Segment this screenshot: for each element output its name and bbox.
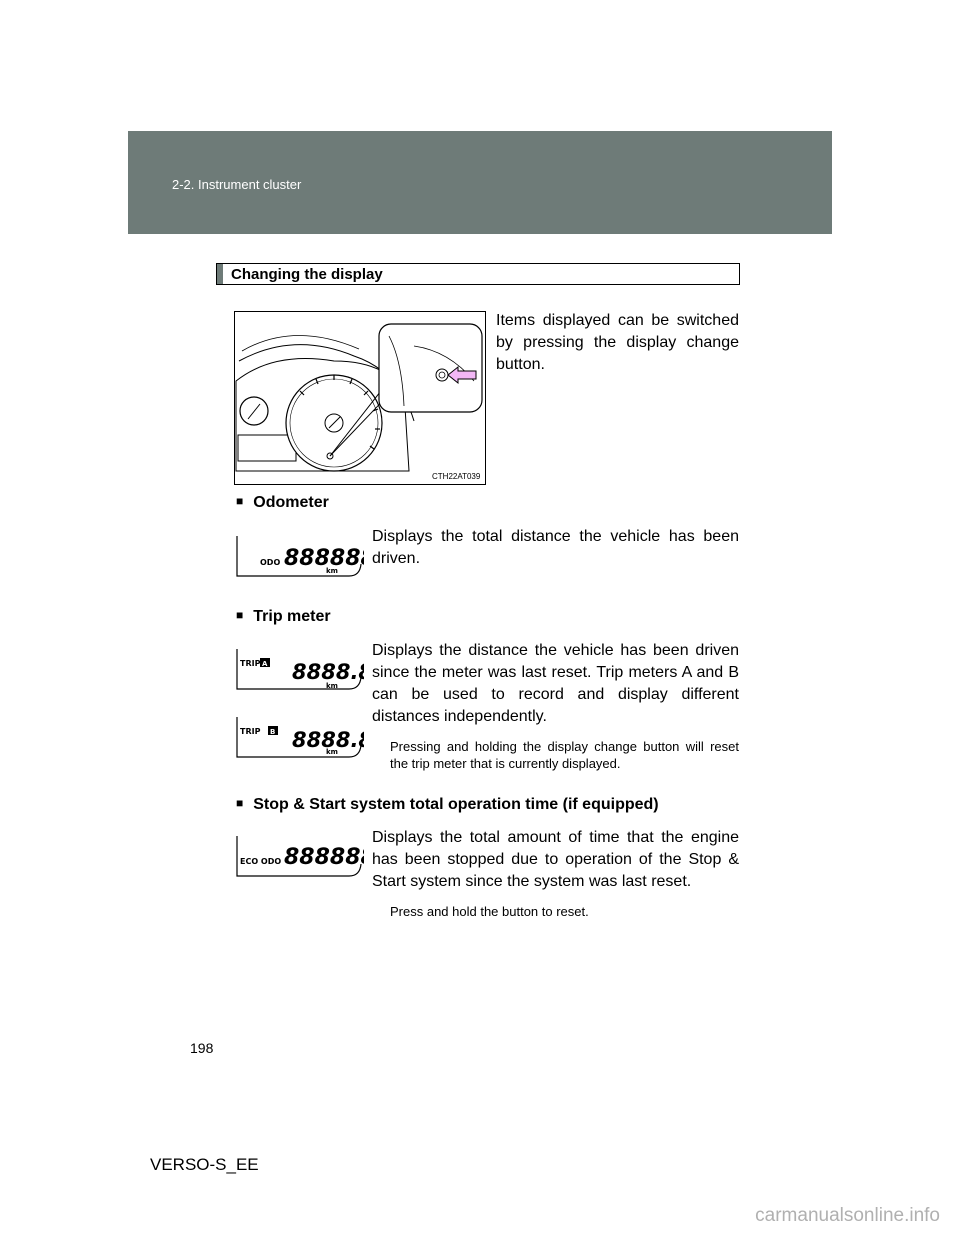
bullet-square-icon: ■ — [236, 796, 244, 810]
section-title: Changing the display — [231, 266, 383, 283]
document-id: VERSO-S_EE — [150, 1155, 259, 1174]
page-number: 198 — [190, 1040, 214, 1056]
stop-start-text: Displays the total amount of time that the engine has been stopped due to operation of the Stop & Start system since the system was last reset. — [372, 829, 739, 890]
section-heading-box — [216, 263, 740, 285]
trip-b-label: TRIP — [240, 727, 261, 736]
trip-a-display — [234, 647, 364, 693]
odometer-title: Odometer — [253, 494, 329, 511]
eco-odo-display-frame — [234, 834, 364, 880]
bullet-square-icon: ■ — [236, 494, 244, 508]
eco-odo-label: ECO ODO — [240, 857, 282, 866]
instrument-cluster-illustration — [234, 311, 486, 485]
trip-a-label: TRIP — [240, 659, 261, 668]
trip-meter-note: Pressing and holding the display change button will reset the trip meter that is currently displayed. — [390, 739, 739, 771]
odometer-text: Displays the total distance the vehicle has been driven. — [372, 528, 739, 567]
section-heading-bar — [217, 264, 223, 284]
bullet-trip-meter — [236, 608, 331, 626]
trip-a-display-frame — [234, 647, 364, 693]
trip-b-digits: 8888. — [292, 728, 359, 752]
bullet-square-icon: ■ — [236, 608, 244, 622]
trip-b-display — [234, 715, 364, 761]
trip-meter-title: Trip meter — [253, 608, 331, 625]
stop-start-note: Press and hold the button to reset. — [390, 904, 589, 919]
stop-start-title: Stop & Start system total operation time (if equipped) — [253, 796, 659, 813]
bullet-odometer — [236, 494, 329, 512]
odometer-unit: km — [326, 567, 338, 575]
instrument-cluster-figure — [234, 311, 486, 485]
trip-b-display-frame — [234, 715, 364, 761]
trip-b-unit: km — [326, 748, 338, 756]
odometer-label: ODO — [260, 558, 281, 567]
bullet-stop-start — [236, 796, 659, 814]
trip-b-tag: B — [270, 728, 276, 736]
odometer-display-frame — [234, 534, 364, 580]
eco-odo-digits: 88888 — [284, 845, 361, 870]
breadcrumb: 2-2. Instrument cluster — [172, 177, 302, 192]
odometer-display — [234, 534, 364, 580]
trip-meter-text: Displays the distance the vehicle has been driven since the meter was last reset. Trip meters A and B can be used to record and display different distances independently. — [372, 642, 739, 725]
trip-a-digits: 8888. — [292, 660, 359, 684]
eco-odo-display — [234, 834, 364, 880]
odometer-digits: 88888 — [284, 546, 361, 571]
trip-a-unit: km — [326, 682, 338, 690]
trip-a-tag: A — [262, 660, 268, 668]
intro-text: Items displayed can be switched by pressing the display change button. — [496, 312, 739, 373]
figure-code: CTH22AT039 — [432, 472, 481, 481]
watermark: carmanualsonline.info — [755, 1205, 940, 1226]
